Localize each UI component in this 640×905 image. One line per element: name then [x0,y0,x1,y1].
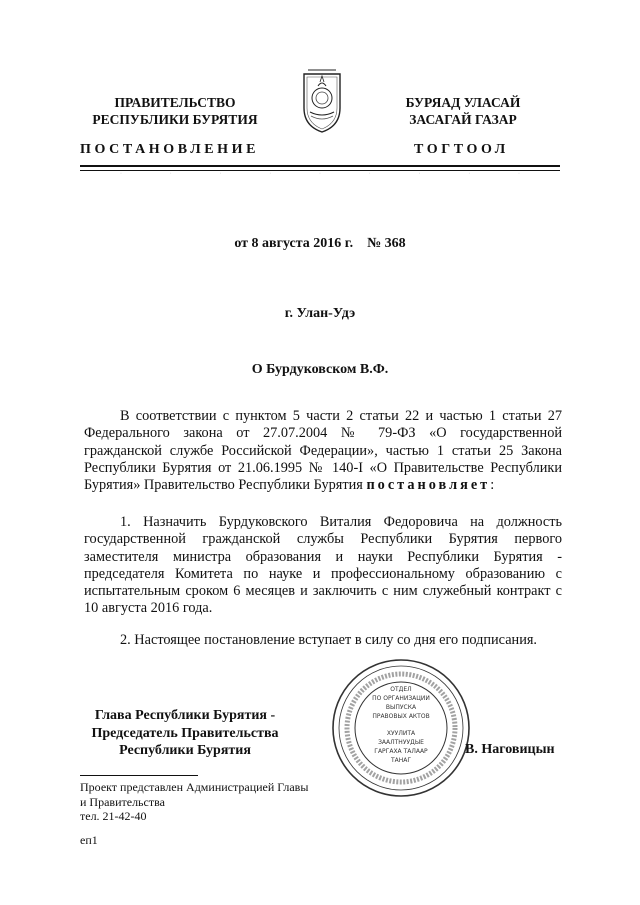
footnote-rule [80,775,198,776]
body-item-1 [84,514,562,618]
decree-word: постановляет [366,477,491,494]
body-item-2-text: 2. Настоящее постановление вступает в силу со дня его подписания. [120,632,537,648]
header-left-line1: ПРАВИТЕЛЬСТВО [114,95,236,110]
header-dot-line: · · · · · · · · · [120,171,520,177]
doc-type-right: ТОГТООЛ [414,142,509,157]
header-rule-thick [80,165,560,167]
header-left-line2: РЕСПУБЛИКИ БУРЯТИЯ [92,112,258,127]
stamp-line5: ХУУЛИТА [386,730,416,737]
signatory-title-line2: Председатель Правительства [91,725,279,741]
intro-colon: : [490,477,495,494]
signatory-name: В. Наговицын [465,742,555,757]
body-intro [84,408,562,494]
city: г. Улан-Удэ [284,306,356,321]
coat-of-arms-icon [298,68,346,136]
body-item-2 [84,632,562,649]
doc-type-left: ПОСТАНОВЛЕНИЕ [80,142,260,157]
signatory-title-line1: Глава Республики Бурятия - [94,708,276,723]
header-left [80,94,270,128]
stamp-line1: ОТДЕЛ [390,686,412,693]
official-stamp-icon [330,657,472,799]
header-right [368,94,558,128]
footnote [80,780,308,824]
stamp-line4: ПРАВОВЫХ АКТОВ [372,713,430,720]
footnote-line2: и Правительства [80,794,165,809]
stamp-line3: ВЫПУСКА [385,704,417,711]
header-right-line2: ЗАСАГАЙ ГАЗАР [409,112,517,127]
signatory-title-line3: Республики Бурятия [119,743,251,758]
decree-date-line [0,236,640,252]
body-item-1-text: 1. Назначить Бурдуковского Виталия Федоровича на должность государственной гражданской службы Республики Бурятия первого заместителя министра образования и науки Республики Бурятия - председателя Комитета по науке и профессиональному образованию с испытательным сроком 6 месяцев и заключить с ним служебный контракт с 10 августа 2016 года. [84,514,562,617]
footnote-phone: тел. 21-42-40 [80,809,147,823]
decree-date: от 8 августа 2016 г. [234,236,354,251]
footnote-line1: Проект представлен Администрацией Главы [80,780,309,794]
body-intro-text: В соответствии с пунктом 5 части 2 статьи 22 и частью 1 статьи 27 Федерального закона от 27.07.2004 № 79-ФЗ «О государственной гражданской службе Российской Федерации», частью 1 статьи 25 Закона Республики Бурятия от 21.06.1995 № 140-I «О Правительстве Республики Бурятия» Правительство Республики Бурятия [84,408,562,494]
stamp-line8: ТАНАГ [390,757,412,764]
stamp-line7: ГАРГАХА ТАЛААР [374,748,428,755]
decree-number: № 368 [367,236,406,251]
header-right-line1: БУРЯАД УЛАСАЙ [405,95,521,110]
decree-subject: О Бурдуковском В.Ф. [251,362,389,377]
signatory-title [80,707,290,760]
stamp-line2: ПО ОРГАНИЗАЦИИ [372,695,430,702]
stamp-line6: ЗААЛТНУУДЫЕ [378,739,424,746]
document-code: еп1 [80,833,98,847]
